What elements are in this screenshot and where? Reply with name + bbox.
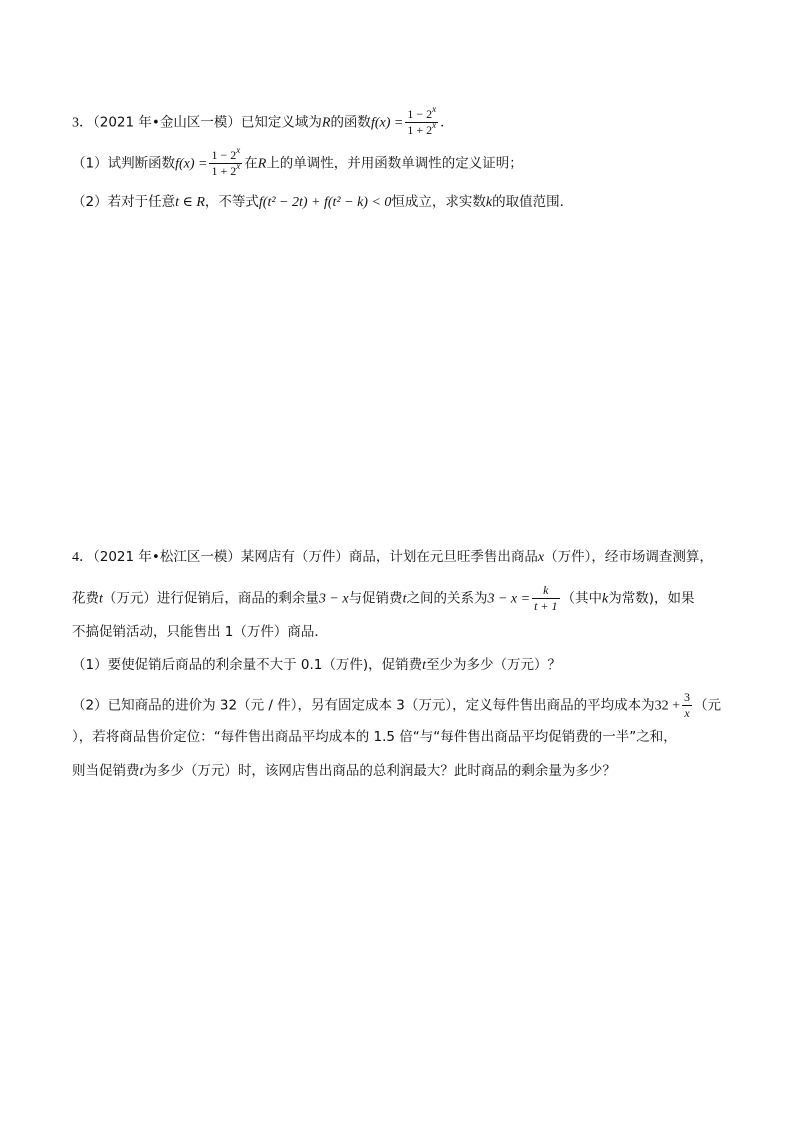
q3-number: 3． bbox=[72, 115, 93, 131]
q3-part2: （2）若对于任意t ∈ R，不等式f(t² − 2t) + f(t² − k) < 0恒成立，求实数k的取值范围． bbox=[72, 194, 574, 210]
q3-stem: 3．（2021 年•金山区一模）已知定义域为R的函数f(x) = $\frac{1 - 2^x}{1 + 2^x}$ ． bbox=[72, 104, 454, 137]
q4-cost-fraction: $\frac{3}{x}$ bbox=[683, 690, 690, 720]
q4-part2: （2）已知商品的进价为 32（元 / 件），另有固定成本 3（万元），定义每件售出商品的平均成本为32 + $\frac{3}{x}$ （元 bbox=[72, 690, 721, 720]
q4-source: （2021 年•松江区一模） bbox=[93, 549, 241, 565]
q4-relation-fraction: $\frac{k}{t + 1}$ bbox=[534, 583, 558, 613]
q4-line7: 则当促销费t为多少（万元）时，该网店售出商品的总利润最大？此时商品的剩余量为多少？ bbox=[72, 763, 616, 779]
q3-part1: （1）试判断函数f(x) = $\frac{1 - 2^x}{1 + 2^x}$ 在R上的单调性，并用函数单调性的定义证明； bbox=[72, 145, 523, 178]
q4-line2: 花费t（万元）进行促销后，商品的剩余量3 − x与促销费t之间的关系为3 − x = $\frac{k}{t + 1}$ （其中k为常数)，如果 bbox=[72, 583, 695, 613]
q4-line6: ），若将商品售价定位：“每件售出商品平均成本的 1.5 倍“与“每件售出商品平均促销费的一半”之和， bbox=[72, 729, 677, 745]
q3-function-fraction: $\frac{1 - 2^x}{1 + 2^x}$ bbox=[407, 104, 437, 137]
q4-line3: 不搞促销活动，只能售出 1（万件）商品． bbox=[72, 624, 328, 640]
q4-number: 4． bbox=[72, 550, 93, 565]
q4-line1: 4．（2021 年•松江区一模）某网店有（万件）商品，计划在元旦旺季售出商品x（万件），经市场调查测算， bbox=[72, 549, 713, 565]
q4-part1: （1）要使促销后商品的利余量不大于 0.1（万件)，促销费t至少为多少（万元）？ bbox=[72, 657, 562, 673]
q3-source: （2021 年•金山区一模） bbox=[93, 114, 241, 131]
q3-part1-fraction: $\frac{1 - 2^x}{1 + 2^x}$ bbox=[211, 145, 241, 178]
